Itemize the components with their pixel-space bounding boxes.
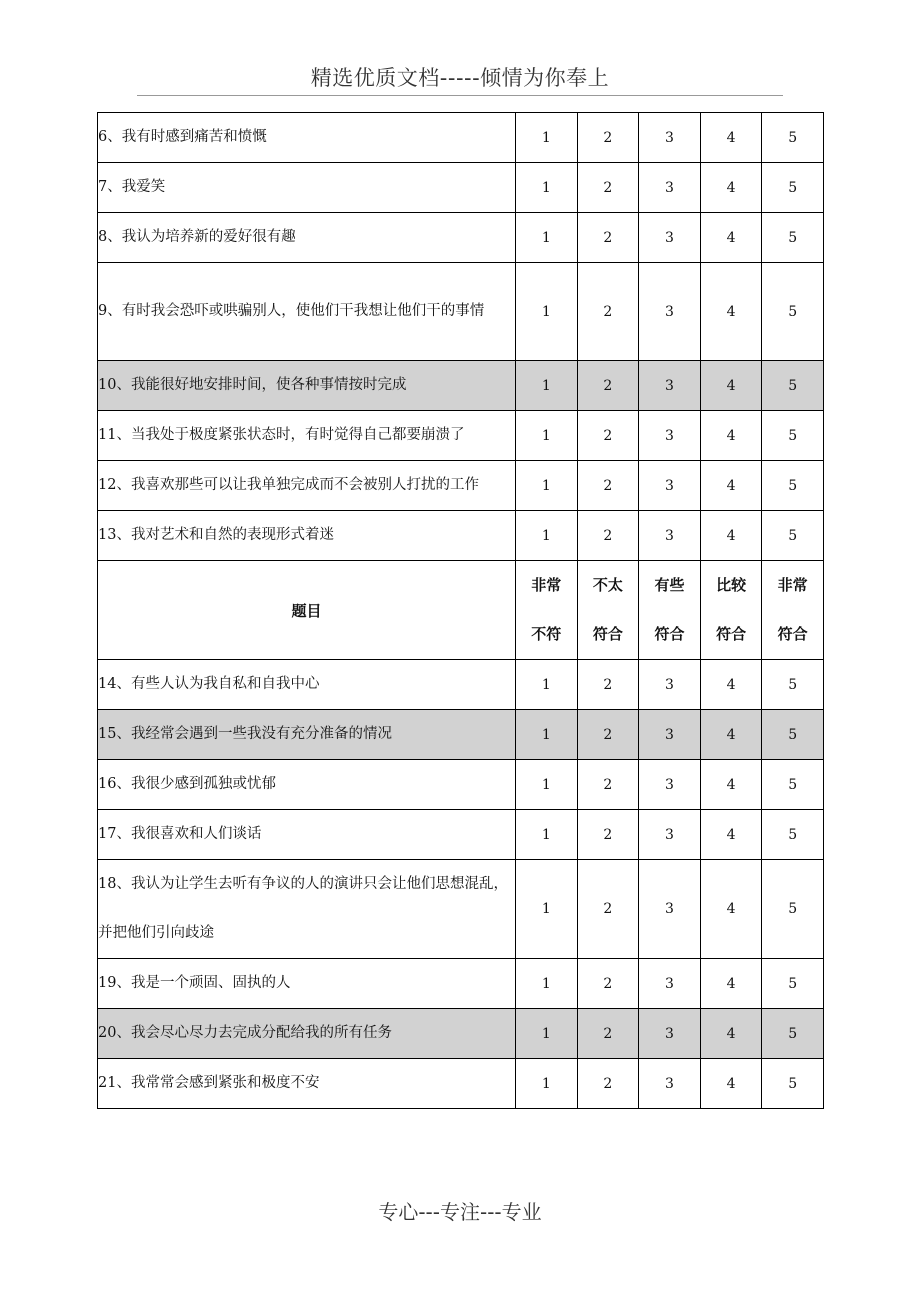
question-text bbox=[98, 760, 516, 810]
rating-option-3[interactable]: 3 bbox=[639, 113, 701, 163]
question-number: 6、 bbox=[98, 129, 122, 145]
rating-option-1[interactable]: 1 bbox=[516, 163, 578, 213]
rating-option-4[interactable]: 4 bbox=[700, 411, 762, 461]
question-row bbox=[98, 860, 824, 959]
question-row bbox=[98, 163, 824, 213]
rating-option-2[interactable]: 2 bbox=[577, 411, 639, 461]
rating-option-3[interactable]: 3 bbox=[639, 860, 701, 959]
rating-option-4[interactable]: 4 bbox=[700, 710, 762, 760]
rating-option-1[interactable]: 1 bbox=[516, 860, 578, 959]
rating-option-4[interactable]: 4 bbox=[700, 760, 762, 810]
rating-option-3[interactable]: 3 bbox=[639, 710, 701, 760]
question-text bbox=[98, 361, 516, 411]
rating-option-5[interactable]: 5 bbox=[762, 760, 824, 810]
rating-option-5[interactable]: 5 bbox=[762, 660, 824, 710]
rating-option-1[interactable]: 1 bbox=[516, 511, 578, 561]
rating-option-4[interactable]: 4 bbox=[700, 660, 762, 710]
question-label: 有时我会恐吓或哄骗别人，使他们干我想让他们干的事情 bbox=[121, 303, 485, 319]
question-text bbox=[98, 411, 516, 461]
question-number: 16、 bbox=[98, 776, 131, 792]
question-number: 21、 bbox=[98, 1075, 131, 1091]
question-label: 我常常会感到紧张和极度不安 bbox=[130, 1075, 320, 1091]
option-header-2-line1: 不太 bbox=[592, 576, 623, 594]
question-number: 9、 bbox=[98, 303, 122, 319]
rating-option-1[interactable]: 1 bbox=[516, 213, 578, 263]
rating-option-2[interactable]: 2 bbox=[577, 1059, 639, 1109]
question-label: 我很喜欢和人们谈话 bbox=[130, 826, 262, 842]
rating-option-2[interactable]: 2 bbox=[577, 1009, 639, 1059]
rating-option-1[interactable]: 1 bbox=[516, 810, 578, 860]
question-row bbox=[98, 710, 824, 760]
rating-option-4[interactable]: 4 bbox=[700, 959, 762, 1009]
rating-option-4[interactable]: 4 bbox=[700, 361, 762, 411]
question-label: 我认为让学生去听有争议的人的演讲只会让他们思想混乱，并把他们引向歧途 bbox=[98, 876, 508, 941]
question-row bbox=[98, 263, 824, 361]
question-text bbox=[98, 860, 516, 959]
question-text bbox=[98, 163, 516, 213]
question-row bbox=[98, 113, 824, 163]
option-header-5-line1: 非常 bbox=[777, 576, 808, 594]
question-row bbox=[98, 959, 824, 1009]
question-row bbox=[98, 461, 824, 511]
option-header-4-line1: 比较 bbox=[716, 576, 747, 594]
question-number: 20、 bbox=[98, 1025, 131, 1041]
question-text bbox=[98, 959, 516, 1009]
rating-option-3[interactable]: 3 bbox=[639, 959, 701, 1009]
question-label: 我会尽心尽力去完成分配给我的所有任务 bbox=[130, 1025, 392, 1041]
rating-option-3[interactable]: 3 bbox=[639, 361, 701, 411]
survey-column-header bbox=[98, 561, 824, 660]
rating-option-4[interactable]: 4 bbox=[700, 113, 762, 163]
rating-option-3[interactable]: 3 bbox=[639, 461, 701, 511]
option-header-4-line2: 符合 bbox=[716, 625, 747, 643]
question-row bbox=[98, 1009, 824, 1059]
rating-option-5[interactable]: 5 bbox=[762, 361, 824, 411]
option-header-1 bbox=[516, 561, 578, 660]
question-text bbox=[98, 810, 516, 860]
option-header-2 bbox=[577, 561, 639, 660]
option-header-5 bbox=[762, 561, 824, 660]
question-text bbox=[98, 710, 516, 760]
rating-option-3[interactable]: 3 bbox=[639, 1059, 701, 1109]
question-row bbox=[98, 361, 824, 411]
rating-option-3[interactable]: 3 bbox=[639, 1009, 701, 1059]
header-divider bbox=[137, 95, 783, 96]
option-header-2-line2: 符合 bbox=[592, 625, 623, 643]
rating-option-2[interactable]: 2 bbox=[577, 461, 639, 511]
question-label: 我认为培养新的爱好很有趣 bbox=[121, 229, 296, 245]
rating-option-5[interactable]: 5 bbox=[762, 1059, 824, 1109]
rating-option-3[interactable]: 3 bbox=[639, 411, 701, 461]
option-header-3-line1: 有些 bbox=[654, 576, 685, 594]
question-text bbox=[98, 263, 516, 361]
rating-option-2[interactable]: 2 bbox=[577, 263, 639, 361]
rating-option-1[interactable]: 1 bbox=[516, 710, 578, 760]
rating-option-1[interactable]: 1 bbox=[516, 263, 578, 361]
question-label: 我对艺术和自然的表现形式着迷 bbox=[130, 527, 334, 543]
rating-option-4[interactable]: 4 bbox=[700, 263, 762, 361]
column-header-row bbox=[98, 561, 824, 660]
survey-rows-top bbox=[98, 113, 824, 561]
rating-option-4[interactable]: 4 bbox=[700, 1009, 762, 1059]
question-text bbox=[98, 113, 516, 163]
option-header-1-line1: 非常 bbox=[531, 576, 562, 594]
question-label: 我很少感到孤独或忧郁 bbox=[130, 776, 276, 792]
rating-option-5[interactable]: 5 bbox=[762, 263, 824, 361]
question-number: 10、 bbox=[98, 377, 131, 393]
question-number: 15、 bbox=[98, 726, 131, 742]
question-label: 我有时感到痛苦和愤慨 bbox=[121, 129, 267, 145]
rating-option-5[interactable]: 5 bbox=[762, 411, 824, 461]
option-header-4 bbox=[700, 561, 762, 660]
rating-option-3[interactable]: 3 bbox=[639, 810, 701, 860]
rating-option-5[interactable]: 5 bbox=[762, 511, 824, 561]
rating-option-1[interactable]: 1 bbox=[516, 959, 578, 1009]
rating-option-1[interactable]: 1 bbox=[516, 1009, 578, 1059]
question-column-header: 题目 bbox=[98, 561, 516, 660]
question-label: 当我处于极度紧张状态时，有时觉得自己都要崩溃了 bbox=[130, 427, 465, 443]
question-text bbox=[98, 1009, 516, 1059]
rating-option-2[interactable]: 2 bbox=[577, 213, 639, 263]
rating-option-5[interactable]: 5 bbox=[762, 959, 824, 1009]
survey-table bbox=[97, 112, 824, 1109]
rating-option-4[interactable]: 4 bbox=[700, 810, 762, 860]
rating-option-2[interactable]: 2 bbox=[577, 113, 639, 163]
rating-option-2[interactable]: 2 bbox=[577, 660, 639, 710]
question-label: 我经常会遇到一些我没有充分准备的情况 bbox=[130, 726, 392, 742]
question-row bbox=[98, 213, 824, 263]
question-text bbox=[98, 213, 516, 263]
option-header-1-line2: 不符 bbox=[531, 625, 562, 643]
rating-option-2[interactable]: 2 bbox=[577, 710, 639, 760]
rating-option-2[interactable]: 2 bbox=[577, 361, 639, 411]
question-row bbox=[98, 411, 824, 461]
question-row bbox=[98, 810, 824, 860]
question-row bbox=[98, 660, 824, 710]
rating-option-5[interactable]: 5 bbox=[762, 213, 824, 263]
rating-option-2[interactable]: 2 bbox=[577, 959, 639, 1009]
rating-option-1[interactable]: 1 bbox=[516, 760, 578, 810]
question-number: 8、 bbox=[98, 229, 122, 245]
option-header-5-line2: 符合 bbox=[777, 625, 808, 643]
rating-option-4[interactable]: 4 bbox=[700, 1059, 762, 1109]
rating-option-3[interactable]: 3 bbox=[639, 511, 701, 561]
rating-option-5[interactable]: 5 bbox=[762, 461, 824, 511]
question-row bbox=[98, 1059, 824, 1109]
question-number: 19、 bbox=[98, 975, 131, 991]
rating-option-2[interactable]: 2 bbox=[577, 511, 639, 561]
rating-option-4[interactable]: 4 bbox=[700, 860, 762, 959]
rating-option-1[interactable]: 1 bbox=[516, 411, 578, 461]
question-text bbox=[98, 1059, 516, 1109]
rating-option-4[interactable]: 4 bbox=[700, 511, 762, 561]
question-label: 我是一个顽固、固执的人 bbox=[130, 975, 291, 991]
option-header-3 bbox=[639, 561, 701, 660]
rating-option-1[interactable]: 1 bbox=[516, 461, 578, 511]
rating-option-3[interactable]: 3 bbox=[639, 760, 701, 810]
question-text bbox=[98, 660, 516, 710]
question-number: 12、 bbox=[98, 477, 131, 493]
question-number: 7、 bbox=[98, 179, 122, 195]
question-number: 11、 bbox=[98, 427, 131, 443]
question-label: 我喜欢那些可以让我单独完成而不会被别人打扰的工作 bbox=[130, 477, 479, 493]
rating-option-2[interactable]: 2 bbox=[577, 163, 639, 213]
question-label: 我爱笑 bbox=[121, 179, 166, 195]
question-label: 我能很好地安排时间，使各种事情按时完成 bbox=[130, 377, 407, 393]
rating-option-3[interactable]: 3 bbox=[639, 163, 701, 213]
rating-option-4[interactable]: 4 bbox=[700, 213, 762, 263]
option-header-3-line2: 符合 bbox=[654, 625, 685, 643]
page-header: 精选优质文档-----倾情为你奉上 bbox=[310, 66, 610, 90]
rating-option-3[interactable]: 3 bbox=[639, 263, 701, 361]
question-label: 有些人认为我自私和自我中心 bbox=[130, 676, 320, 692]
rating-option-4[interactable]: 4 bbox=[700, 461, 762, 511]
rating-option-3[interactable]: 3 bbox=[639, 660, 701, 710]
rating-option-4[interactable]: 4 bbox=[700, 163, 762, 213]
rating-option-2[interactable]: 2 bbox=[577, 810, 639, 860]
rating-option-1[interactable]: 1 bbox=[516, 113, 578, 163]
rating-option-2[interactable]: 2 bbox=[577, 760, 639, 810]
rating-option-5[interactable]: 5 bbox=[762, 810, 824, 860]
rating-option-2[interactable]: 2 bbox=[577, 860, 639, 959]
rating-option-5[interactable]: 5 bbox=[762, 860, 824, 959]
survey-rows-bottom bbox=[98, 660, 824, 1109]
question-row bbox=[98, 760, 824, 810]
rating-option-1[interactable]: 1 bbox=[516, 660, 578, 710]
question-number: 14、 bbox=[98, 676, 131, 692]
question-text bbox=[98, 461, 516, 511]
rating-option-5[interactable]: 5 bbox=[762, 710, 824, 760]
rating-option-5[interactable]: 5 bbox=[762, 1009, 824, 1059]
rating-option-5[interactable]: 5 bbox=[762, 113, 824, 163]
question-number: 13、 bbox=[98, 527, 131, 543]
rating-option-5[interactable]: 5 bbox=[762, 163, 824, 213]
question-number: 17、 bbox=[98, 826, 131, 842]
rating-option-3[interactable]: 3 bbox=[639, 213, 701, 263]
rating-option-1[interactable]: 1 bbox=[516, 1059, 578, 1109]
question-number: 18、 bbox=[98, 876, 131, 892]
question-row bbox=[98, 511, 824, 561]
rating-option-1[interactable]: 1 bbox=[516, 361, 578, 411]
page-footer: 专心---专注---专业 bbox=[378, 1200, 542, 1224]
question-text bbox=[98, 511, 516, 561]
